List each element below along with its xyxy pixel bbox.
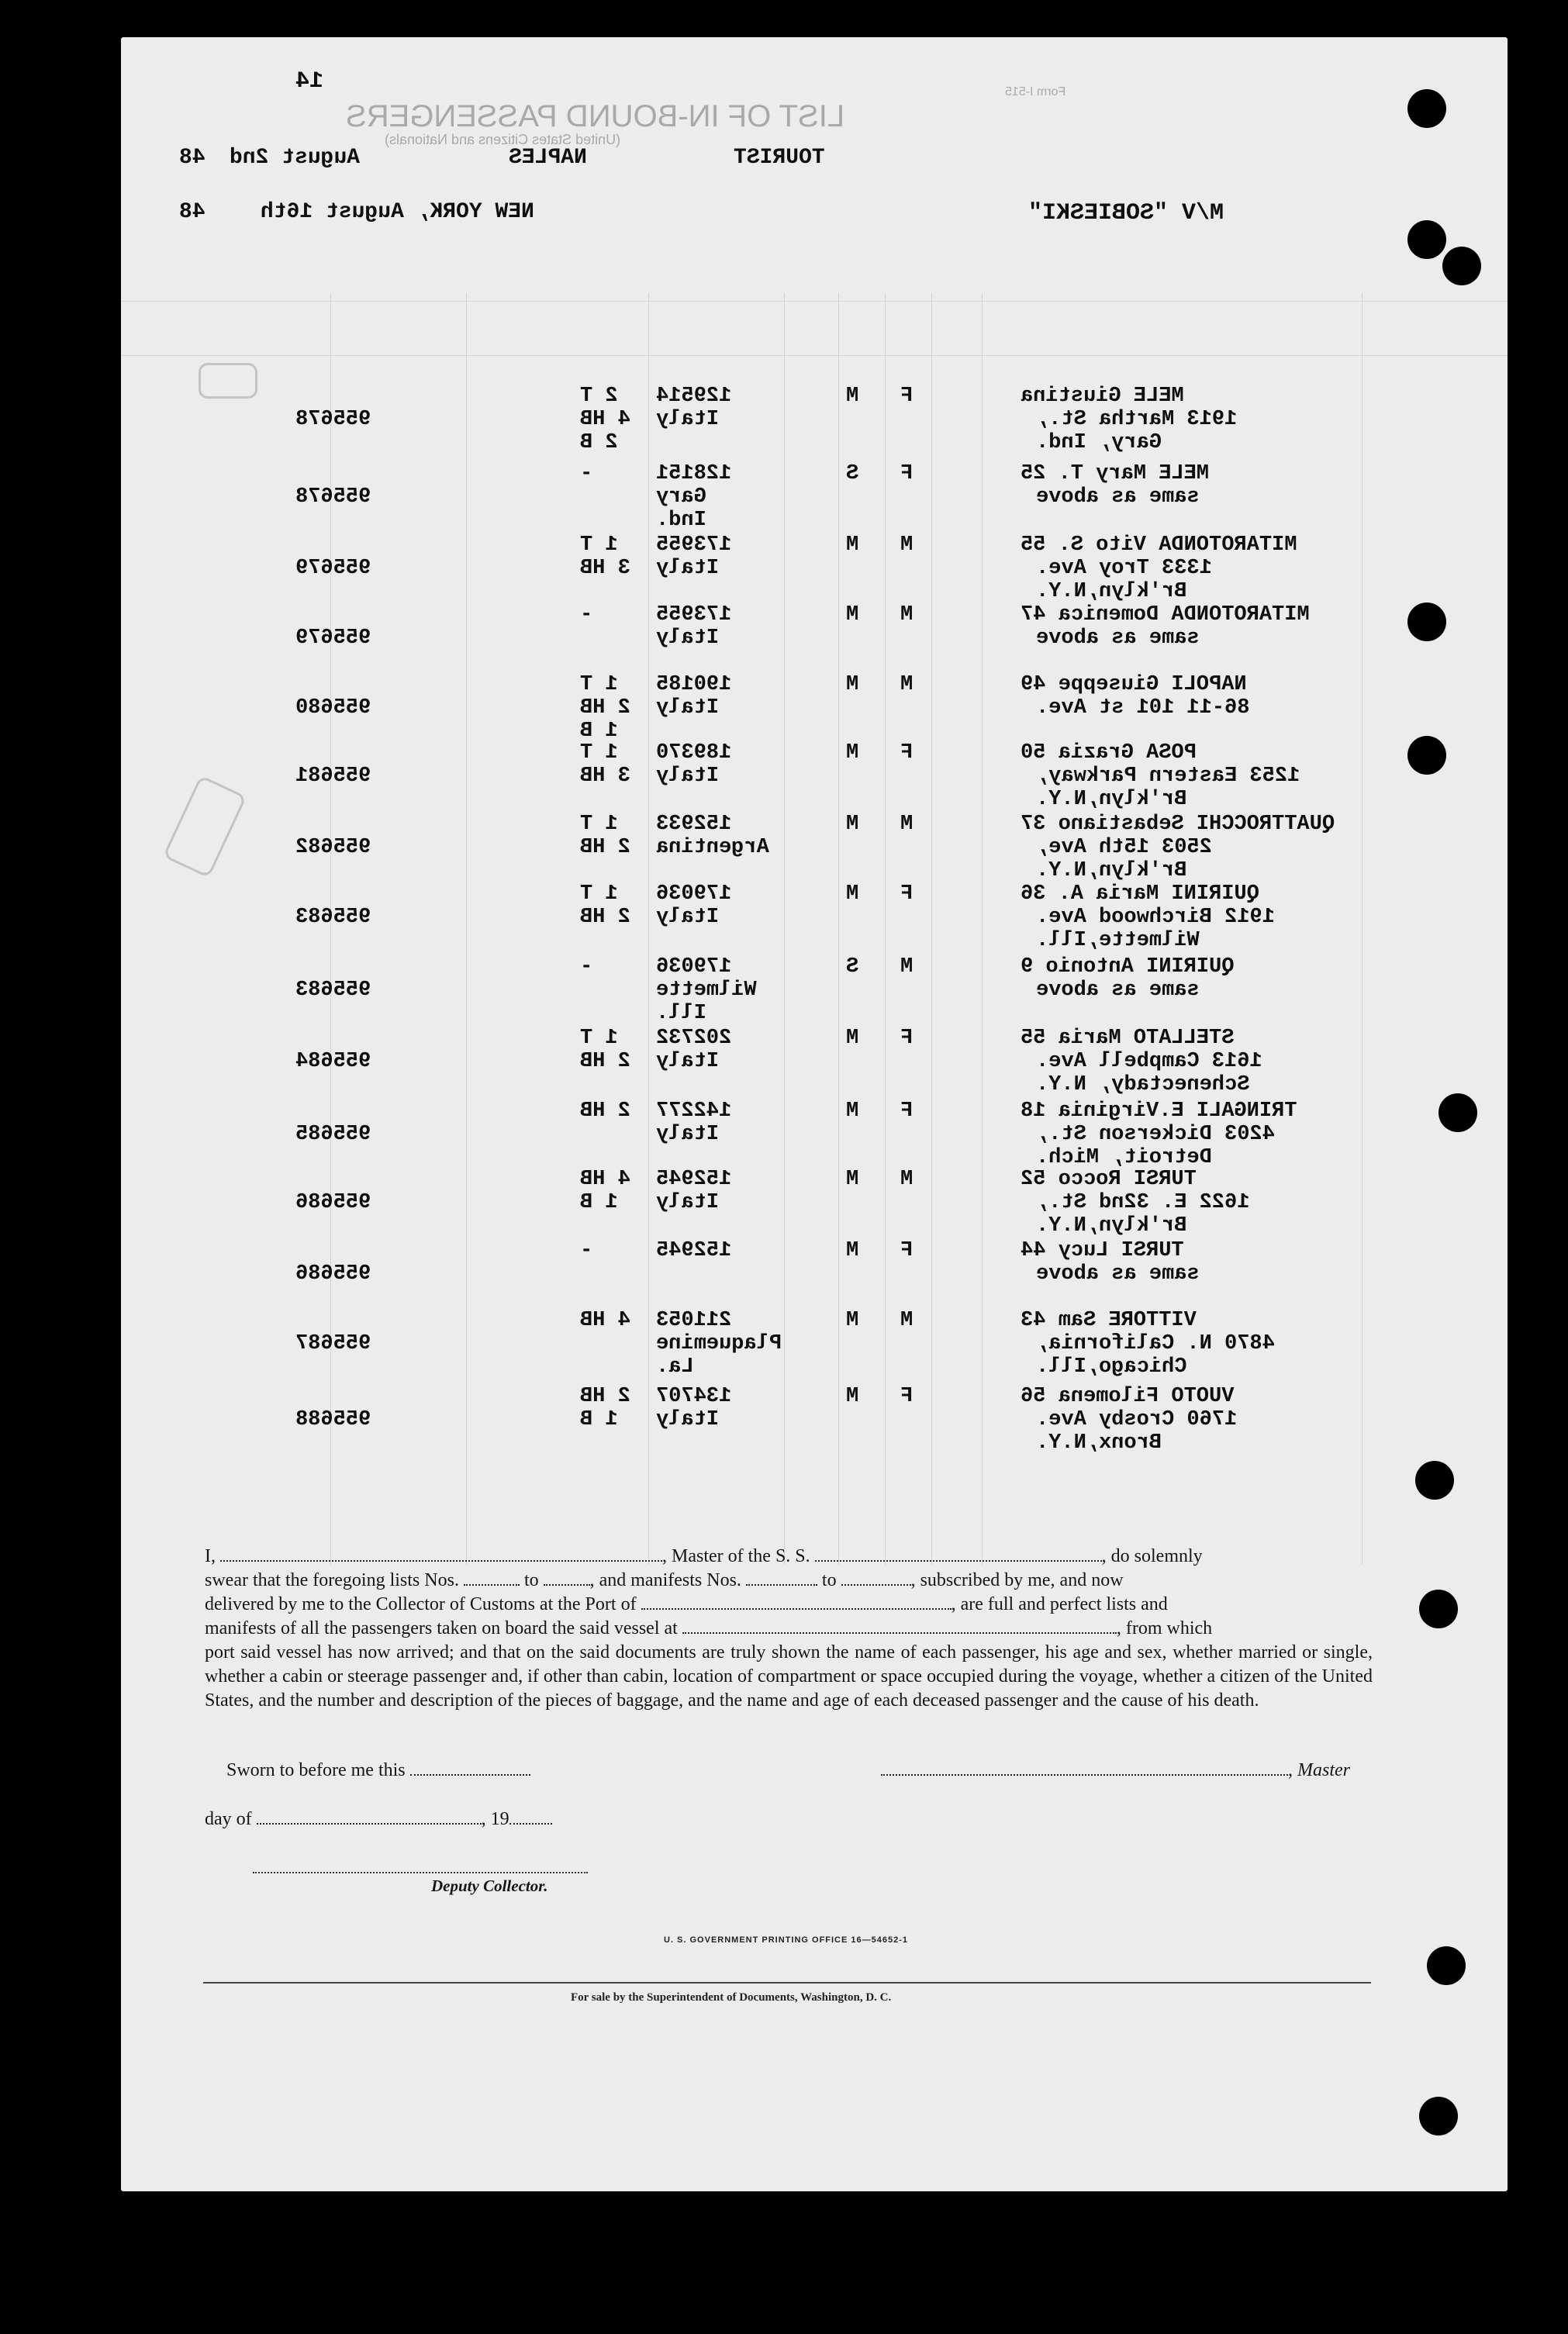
passenger-marital-status: S [846, 462, 859, 485]
passenger-address: 1622 E. 32nd St., [1036, 1191, 1250, 1214]
passenger-address: same as above [1036, 627, 1200, 650]
oath-paragraph: I, , Master of the S. S. , do solemnly swear that the foregoing lists Nos. to , and manifests Nos. to , subscribed by me, and now delivered by me to the Collector of Customs at the Port of , are full and perfect lists and manifests of all the passengers taken on board the said vessel at , from which port said vessel has now arrived; and that on the said documents are truly shown the name of each passenger, his age and sex, whether married or single, whether a cabin or steerage passenger and, if other than cabin, location of compartment or space occupied during the voyage, whether a citizen of the United States, and the number and description of the pieces of baggage, and the name and age of each deceased passenger and the cause of his death. [205, 1546, 1373, 1711]
baggage-count: 1 T [580, 1027, 618, 1050]
ticket-number: 955681 [295, 765, 371, 788]
column-rule [330, 293, 331, 1565]
ticket-number: 955683 [295, 979, 371, 1002]
passenger-address: Wilmette,Ill. [1036, 929, 1200, 952]
binder-hole [1415, 1461, 1454, 1500]
passenger-marital-status: M [846, 385, 859, 408]
ticket-number: 955678 [295, 408, 371, 431]
baggage-count: 1 B [580, 1191, 618, 1214]
baggage-count: 1 T [580, 673, 618, 696]
baggage-count: 1 B [580, 1408, 618, 1431]
ship-name: M/V "SOBIESKI" [1028, 200, 1224, 226]
baggage-count: 2 HB [580, 1050, 630, 1073]
passenger-name: MITAROTONDA Vito S. 55 [1021, 533, 1297, 557]
binder-hole [1419, 2097, 1458, 2135]
passenger-marital-status: M [846, 603, 859, 627]
passport-number: 152945 [656, 1168, 732, 1191]
passenger-address: same as above [1036, 979, 1200, 1002]
passenger-name: QUIRINI Maria A. 36 [1021, 882, 1259, 906]
passport-number: 152933 [656, 813, 732, 836]
year-from: 48 [179, 146, 205, 170]
baggage-count: - [580, 462, 593, 485]
baggage-count: 2 B [580, 431, 618, 454]
faint-stamp [199, 363, 257, 399]
passport-number: Italy [656, 1123, 720, 1146]
passport-number: Italy [656, 906, 720, 929]
class-label: TOURIST [734, 146, 825, 170]
passenger-name: POSA Grazia 50 [1021, 741, 1197, 765]
date-from: August 2nd [230, 146, 361, 170]
passenger-address: 1333 Troy Ave. [1036, 557, 1212, 580]
passenger-name: QUIRINI Antonio 9 [1021, 955, 1235, 979]
day-of-line: day of , 19 [205, 1809, 552, 1830]
ticket-number: 955678 [295, 485, 371, 509]
passenger-name: TURSI Lucy 44 [1021, 1239, 1184, 1262]
baggage-count: 2 HB [580, 696, 630, 720]
baggage-count: - [580, 955, 593, 979]
passport-number: Italy [656, 1408, 720, 1431]
passenger-address: 86-11 101 st Ave. [1036, 696, 1250, 720]
ticket-number: 955685 [295, 1123, 371, 1146]
passenger-marital-status: S [846, 955, 859, 979]
master-signature-line: , Master [881, 1760, 1350, 1781]
baggage-count: 4 HB [580, 408, 630, 431]
passenger-address: 1760 Crosby Ave. [1036, 1408, 1238, 1431]
sworn-line: Sworn to before me this [226, 1760, 530, 1781]
passenger-address: Schenectady, N.Y. [1036, 1073, 1250, 1096]
binder-hole [1438, 1093, 1477, 1132]
passenger-address: Chicago,Ill. [1036, 1355, 1187, 1379]
passenger-marital-status: M [846, 673, 859, 696]
passenger-sex: F [900, 741, 914, 765]
passport-number: 173955 [656, 533, 732, 557]
ticket-number: 955683 [295, 906, 371, 929]
port-to: NEW YORK, August 16th [261, 200, 534, 224]
deputy-collector-label: Deputy Collector. [431, 1877, 548, 1895]
for-sale-line: For sale by the Superintendent of Documents, Washington, D. C. [571, 1991, 892, 2004]
passenger-address: Gary, Ind. [1036, 431, 1162, 454]
column-rule [1362, 293, 1363, 1565]
baggage-count: 4 HB [580, 1168, 630, 1191]
baggage-count: 1 T [580, 882, 618, 906]
binder-hole [1407, 89, 1446, 128]
passenger-address: 1913 Martha St., [1036, 408, 1238, 431]
baggage-count: 2 T [580, 385, 618, 408]
passenger-name: TURSI Rocco 52 [1021, 1168, 1197, 1191]
ticket-number: 955686 [295, 1262, 371, 1286]
year-to: 48 [179, 200, 205, 224]
faint-stamp [163, 775, 247, 878]
passport-number: Italy [656, 408, 720, 431]
passenger-sex: M [900, 1168, 914, 1191]
passport-number: Ill. [656, 1002, 706, 1025]
passenger-address: Br'klyn,N.Y. [1036, 788, 1187, 811]
binder-hole [1407, 602, 1446, 641]
passenger-name: TRINGALI E.Virginia 18 [1021, 1100, 1297, 1123]
ticket-number: 955686 [295, 1191, 371, 1214]
port-from: NAPLES [509, 146, 587, 170]
passenger-address: 2503 15th Ave, [1036, 836, 1212, 859]
passenger-name: QUATTROCCHI Sebastiano 37 [1021, 813, 1335, 836]
footer-rule [203, 1982, 1371, 1984]
baggage-count: 2 HB [580, 836, 630, 859]
baggage-count: - [580, 603, 593, 627]
passenger-name: MELE Mary T. 25 [1021, 462, 1210, 485]
list-title-faint: LIST OF IN-BOUND PASSENGERS [346, 99, 845, 133]
passenger-marital-status: M [846, 1239, 859, 1262]
passport-number: Argentina [656, 836, 769, 859]
passenger-address: same as above [1036, 1262, 1200, 1286]
passport-number: 128151 [656, 462, 732, 485]
passenger-marital-status: M [846, 533, 859, 557]
passenger-address: Detroit, Mich. [1036, 1146, 1212, 1169]
passport-number: 152945 [656, 1239, 732, 1262]
passenger-marital-status: M [846, 1385, 859, 1408]
binder-hole [1407, 220, 1446, 259]
passenger-address: 4870 N. California, [1036, 1332, 1275, 1355]
passport-number: Italy [656, 765, 720, 788]
ticket-number: 955687 [295, 1332, 371, 1355]
passenger-sex: F [900, 1027, 914, 1050]
baggage-count: 4 HB [580, 1309, 630, 1332]
passport-number: Italy [656, 1050, 720, 1073]
passenger-marital-status: M [846, 741, 859, 765]
passenger-marital-status: M [846, 1027, 859, 1050]
passenger-name: NAPOLI Giuseppe 49 [1021, 673, 1247, 696]
passenger-address: 1912 Birchwood Ave. [1036, 906, 1275, 929]
passenger-sex: F [900, 1385, 914, 1408]
passport-number: Italy [656, 1191, 720, 1214]
passport-number: Italy [656, 627, 720, 650]
passenger-address: 1613 Campbell Ave. [1036, 1050, 1262, 1073]
passenger-name: MITAROTONDA Domenica 47 [1021, 603, 1310, 627]
column-rule [885, 293, 886, 1565]
passport-number: 202732 [656, 1027, 732, 1050]
passenger-sex: F [900, 462, 914, 485]
baggage-count: 2 HB [580, 1385, 630, 1408]
passenger-address: Bronx,N.Y. [1036, 1431, 1162, 1455]
ticket-number: 955679 [295, 557, 371, 580]
header-rule [121, 301, 1508, 302]
passenger-address: Br'klyn,N.Y. [1036, 859, 1187, 882]
passport-number: 173955 [656, 603, 732, 627]
ticket-number: 955682 [295, 836, 371, 859]
passport-number: Ind. [656, 509, 706, 532]
baggage-count: 2 HB [580, 1100, 630, 1123]
column-rule [466, 293, 467, 1565]
passenger-sex: F [900, 385, 914, 408]
passport-number: Gary [656, 485, 706, 509]
passport-number: 179036 [656, 955, 732, 979]
baggage-count: 1 B [580, 720, 618, 743]
ticket-number: 955680 [295, 696, 371, 720]
ticket-number: 955688 [295, 1408, 371, 1431]
baggage-count: - [580, 1239, 593, 1262]
passenger-name: VITTORE Sam 43 [1021, 1309, 1197, 1332]
passport-number: 129514 [656, 385, 732, 408]
column-rule [931, 293, 932, 1565]
passenger-sex: M [900, 603, 914, 627]
form-number-faint: Form I-515 [1005, 85, 1066, 98]
passport-number: Wilmette [656, 979, 757, 1002]
passenger-marital-status: M [846, 1309, 859, 1332]
passport-number: 211053 [656, 1309, 732, 1332]
printing-office-line: U. S. GOVERNMENT PRINTING OFFICE 16—54652-1 [664, 1935, 909, 1945]
column-rule [648, 293, 649, 1565]
binder-hole [1442, 247, 1481, 285]
ticket-number: 955684 [295, 1050, 371, 1073]
passport-number: 142277 [656, 1100, 732, 1123]
baggage-count: 3 HB [580, 557, 630, 580]
passenger-name: VUOTO Filomena 56 [1021, 1385, 1235, 1408]
passenger-marital-status: M [846, 1100, 859, 1123]
passenger-address: same as above [1036, 485, 1200, 509]
column-rule [784, 293, 785, 1565]
passport-number: 189370 [656, 741, 732, 765]
passenger-sex: F [900, 1100, 914, 1123]
passenger-sex: M [900, 955, 914, 979]
passport-number: Italy [656, 696, 720, 720]
ticket-number: 955679 [295, 627, 371, 650]
baggage-count: 1 T [580, 813, 618, 836]
passenger-sex: M [900, 813, 914, 836]
passenger-marital-status: M [846, 813, 859, 836]
passenger-sex: M [900, 673, 914, 696]
passenger-sex: M [900, 1309, 914, 1332]
baggage-count: 1 T [580, 741, 618, 765]
passport-number: 190185 [656, 673, 732, 696]
column-rule [982, 293, 983, 1565]
passport-number: La. [656, 1355, 694, 1379]
baggage-count: 1 T [580, 533, 618, 557]
manifest-page [121, 37, 1508, 2191]
passenger-address: Br'klyn,N.Y. [1036, 1214, 1187, 1238]
passport-number: 179036 [656, 882, 732, 906]
page-number: 14 [295, 68, 324, 95]
binder-hole [1419, 1590, 1458, 1628]
deputy-signature-rule [253, 1872, 588, 1873]
header-rule [121, 355, 1508, 356]
passport-number: Plaquemine [656, 1332, 782, 1355]
passenger-address: 4203 Dickerson St., [1036, 1123, 1275, 1146]
passenger-address: 1253 Eastern Parkway, [1036, 765, 1300, 788]
column-rule [838, 293, 839, 1565]
passenger-name: MELE Giustina [1021, 385, 1184, 408]
passenger-address: Br'klyn,N.Y. [1036, 580, 1187, 603]
baggage-count: 3 HB [580, 765, 630, 788]
passport-number: Italy [656, 557, 720, 580]
passenger-marital-status: M [846, 882, 859, 906]
passenger-sex: M [900, 533, 914, 557]
passenger-sex: F [900, 1239, 914, 1262]
list-subtitle-faint: (United States Citizens and Nationals) [385, 132, 621, 147]
passenger-sex: F [900, 882, 914, 906]
passport-number: 134707 [656, 1385, 732, 1408]
binder-hole [1427, 1946, 1466, 1985]
passenger-marital-status: M [846, 1168, 859, 1191]
baggage-count: 2 HB [580, 906, 630, 929]
passenger-name: STELLATO Maria 55 [1021, 1027, 1235, 1050]
binder-hole [1407, 736, 1446, 775]
